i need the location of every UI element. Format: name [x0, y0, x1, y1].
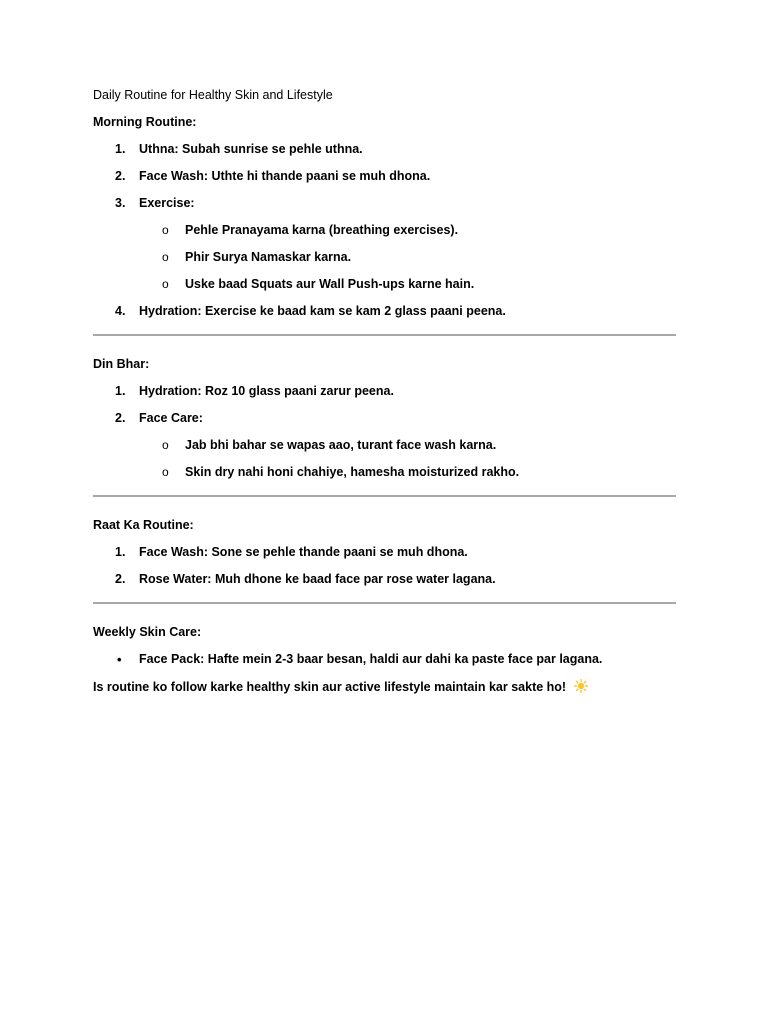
sub-list-item-text: Pehle Pranayama karna (breathing exercises). — [185, 223, 459, 237]
list-item-text: Face Care: — [139, 411, 203, 425]
list-item-text: Face Pack: Hafte mein 2-3 baar besan, haldi aur dahi ka paste face par lagana. — [139, 652, 603, 666]
sun-ray — [584, 681, 585, 682]
list-item-text: Uthna: Subah sunrise se pehle uthna. — [139, 142, 363, 156]
din-bhar-list — [93, 382, 676, 482]
weekly-skin-care-heading: Weekly Skin Care: — [93, 625, 202, 639]
list-item — [93, 167, 676, 186]
list-number: 2. — [115, 169, 126, 183]
weekly-skin-care-section — [93, 623, 676, 669]
sun-icon-graphic — [574, 679, 588, 693]
morning-routine-heading: Morning Routine: — [93, 115, 197, 129]
din-bhar-section — [93, 355, 676, 482]
list-item — [93, 382, 676, 401]
document-title: Daily Routine for Healthy Skin and Lifestyle — [93, 88, 333, 102]
sub-list-item-text: Uske baad Squats aur Wall Push-ups karne hain. — [185, 277, 475, 291]
list-number: 2. — [115, 572, 126, 586]
morning-routine-section — [93, 113, 676, 321]
list-item — [93, 140, 676, 159]
horizontal-divider — [93, 495, 676, 497]
sun-ray — [576, 681, 577, 682]
closing-text: Is routine ko follow karke healthy skin aur active lifestyle maintain kar sakte ho! — [93, 680, 567, 694]
list-item — [93, 650, 676, 669]
circle-bullet-icon: o — [162, 250, 169, 264]
sub-list-item — [93, 248, 676, 267]
list-item-text: Rose Water: Muh dhone ke baad face par rose water lagana. — [139, 572, 496, 586]
morning-routine-list — [93, 140, 676, 321]
din-bhar-heading: Din Bhar: — [93, 357, 150, 371]
document-page — [93, 86, 676, 697]
list-item-text: Hydration: Roz 10 glass paani zarur peena. — [139, 384, 394, 398]
bullet-icon: • — [117, 652, 122, 667]
horizontal-divider — [93, 334, 676, 336]
weekly-skin-care-list — [93, 650, 676, 669]
list-item-text: Face Wash: Uthte hi thande paani se muh dhona. — [139, 169, 431, 183]
sun-icon — [574, 679, 588, 693]
raat-routine-section — [93, 516, 676, 589]
list-number: 1. — [115, 142, 126, 156]
raat-routine-heading: Raat Ka Routine: — [93, 518, 194, 532]
sub-list-item — [93, 221, 676, 240]
circle-bullet-icon: o — [162, 223, 169, 237]
list-item — [93, 409, 676, 428]
list-number: 3. — [115, 196, 126, 210]
list-item — [93, 543, 676, 562]
sun-ray — [576, 689, 577, 690]
list-item — [93, 302, 676, 321]
raat-routine-list — [93, 543, 676, 589]
list-number: 2. — [115, 411, 126, 425]
list-item-text: Exercise: — [139, 196, 195, 210]
list-number: 1. — [115, 545, 126, 559]
list-item-text: Face Wash: Sone se pehle thande paani se muh dhona. — [139, 545, 468, 559]
list-item-text: Hydration: Exercise ke baad kam se kam 2 glass paani peena. — [139, 304, 506, 318]
sub-list-item-text: Jab bhi bahar se wapas aao, turant face wash karna. — [185, 438, 497, 452]
circle-bullet-icon: o — [162, 465, 169, 479]
sun-ray — [584, 689, 585, 690]
sub-list-item-text: Phir Surya Namaskar karna. — [185, 250, 352, 264]
sub-list-item — [93, 436, 676, 455]
sub-list-item-text: Skin dry nahi honi chahiye, hamesha moisturized rakho. — [185, 465, 520, 479]
closing-line — [93, 677, 676, 697]
circle-bullet-icon: o — [162, 438, 169, 452]
list-item — [93, 570, 676, 589]
list-number: 1. — [115, 384, 126, 398]
sub-list-item — [93, 463, 676, 482]
horizontal-divider — [93, 602, 676, 604]
list-item — [93, 194, 676, 213]
sub-list-item — [93, 275, 676, 294]
list-number: 4. — [115, 304, 126, 318]
circle-bullet-icon: o — [162, 277, 169, 291]
